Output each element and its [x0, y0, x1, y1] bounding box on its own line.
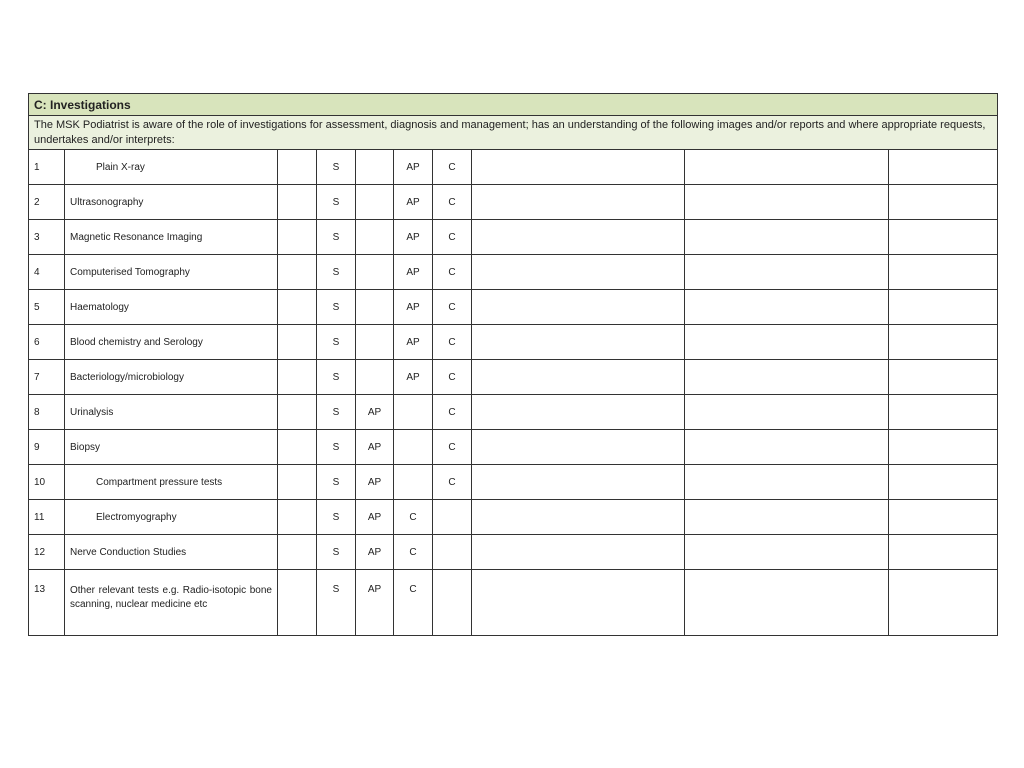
level-cell	[394, 395, 433, 430]
investigations-table	[28, 93, 998, 636]
input-cell[interactable]	[685, 290, 889, 325]
input-cell[interactable]	[685, 395, 889, 430]
row-number: 5	[29, 290, 65, 325]
table-row	[29, 290, 998, 325]
input-cell[interactable]	[889, 255, 998, 290]
level-cell	[433, 570, 472, 636]
level-cell	[433, 535, 472, 570]
level-cell: C	[433, 325, 472, 360]
input-cell[interactable]	[889, 465, 998, 500]
level-cell: C	[394, 535, 433, 570]
investigation-label: Nerve Conduction Studies	[65, 535, 278, 570]
row-number: 10	[29, 465, 65, 500]
input-cell[interactable]	[889, 290, 998, 325]
level-cell: S	[317, 325, 356, 360]
level-cell	[356, 255, 394, 290]
level-cell: S	[317, 360, 356, 395]
table-row	[29, 325, 998, 360]
level-cell: C	[433, 395, 472, 430]
level-cell: AP	[356, 570, 394, 636]
level-cell: S	[317, 465, 356, 500]
input-cell[interactable]	[472, 465, 685, 500]
input-cell[interactable]	[889, 395, 998, 430]
table-row	[29, 360, 998, 395]
level-cell: C	[433, 290, 472, 325]
level-cell	[394, 430, 433, 465]
level-cell: S	[317, 570, 356, 636]
section-description: The MSK Podiatrist is aware of the role of investigations for assessment, diagnosis and management; has an understanding of the following images and/or reports and where appropriate requests, undertakes and/or interprets:	[29, 116, 998, 150]
input-cell[interactable]	[472, 360, 685, 395]
investigation-label: Plain X-ray	[65, 150, 278, 185]
input-cell[interactable]	[889, 430, 998, 465]
input-cell[interactable]	[889, 360, 998, 395]
input-cell[interactable]	[889, 535, 998, 570]
row-number: 7	[29, 360, 65, 395]
level-cell: AP	[356, 430, 394, 465]
investigation-label: Compartment pressure tests	[65, 465, 278, 500]
level-cell: AP	[394, 255, 433, 290]
table-row	[29, 570, 998, 636]
level-cell: C	[433, 185, 472, 220]
input-cell[interactable]	[685, 465, 889, 500]
input-cell[interactable]	[889, 570, 998, 636]
investigation-label: Ultrasonography	[65, 185, 278, 220]
level-cell	[356, 220, 394, 255]
row-number: 1	[29, 150, 65, 185]
level-cell: S	[317, 430, 356, 465]
input-cell[interactable]	[889, 185, 998, 220]
level-cell: S	[317, 150, 356, 185]
level-cell	[394, 465, 433, 500]
level-cell: S	[317, 535, 356, 570]
level-cell: C	[433, 255, 472, 290]
table-row	[29, 465, 998, 500]
input-cell[interactable]	[472, 570, 685, 636]
investigation-label: Blood chemistry and Serology	[65, 325, 278, 360]
table-row	[29, 185, 998, 220]
level-cell: S	[317, 500, 356, 535]
level-cell: C	[394, 500, 433, 535]
table-row	[29, 535, 998, 570]
level-cell	[278, 220, 317, 255]
level-cell	[356, 150, 394, 185]
level-cell: S	[317, 395, 356, 430]
level-cell	[278, 430, 317, 465]
investigation-label: Magnetic Resonance Imaging	[65, 220, 278, 255]
row-number: 3	[29, 220, 65, 255]
row-number: 6	[29, 325, 65, 360]
level-cell: C	[433, 220, 472, 255]
section-title: C: Investigations	[29, 94, 998, 116]
level-cell: C	[433, 465, 472, 500]
table-row	[29, 395, 998, 430]
level-cell	[278, 570, 317, 636]
row-number: 12	[29, 535, 65, 570]
input-cell[interactable]	[472, 430, 685, 465]
row-number: 2	[29, 185, 65, 220]
level-cell: C	[433, 360, 472, 395]
input-cell[interactable]	[685, 150, 889, 185]
level-cell: C	[433, 430, 472, 465]
table-row	[29, 500, 998, 535]
table-row	[29, 150, 998, 185]
table-row	[29, 220, 998, 255]
input-cell[interactable]	[889, 500, 998, 535]
level-cell	[278, 535, 317, 570]
input-cell[interactable]	[685, 325, 889, 360]
level-cell: AP	[394, 185, 433, 220]
level-cell	[278, 150, 317, 185]
input-cell[interactable]	[472, 150, 685, 185]
input-cell[interactable]	[685, 255, 889, 290]
input-cell[interactable]	[472, 500, 685, 535]
input-cell[interactable]	[889, 220, 998, 255]
row-number: 4	[29, 255, 65, 290]
input-cell[interactable]	[685, 535, 889, 570]
level-cell: AP	[356, 500, 394, 535]
level-cell: AP	[394, 220, 433, 255]
level-cell	[278, 185, 317, 220]
row-number: 13	[29, 570, 65, 636]
input-cell[interactable]	[685, 220, 889, 255]
level-cell: C	[433, 150, 472, 185]
input-cell[interactable]	[685, 500, 889, 535]
level-cell	[433, 500, 472, 535]
level-cell: AP	[394, 325, 433, 360]
level-cell: AP	[394, 150, 433, 185]
level-cell	[278, 500, 317, 535]
input-cell[interactable]	[472, 290, 685, 325]
input-cell[interactable]	[889, 325, 998, 360]
investigation-label: Computerised Tomography	[65, 255, 278, 290]
investigation-label: Bacteriology/microbiology	[65, 360, 278, 395]
input-cell[interactable]	[685, 185, 889, 220]
table-row	[29, 255, 998, 290]
level-cell	[356, 360, 394, 395]
input-cell[interactable]	[472, 535, 685, 570]
level-cell: AP	[356, 395, 394, 430]
input-cell[interactable]	[472, 220, 685, 255]
level-cell	[356, 325, 394, 360]
input-cell[interactable]	[889, 150, 998, 185]
investigation-label: Biopsy	[65, 430, 278, 465]
level-cell	[356, 290, 394, 325]
input-cell[interactable]	[685, 360, 889, 395]
input-cell[interactable]	[472, 395, 685, 430]
row-number: 8	[29, 395, 65, 430]
level-cell: AP	[356, 465, 394, 500]
input-cell[interactable]	[685, 430, 889, 465]
level-cell	[278, 255, 317, 290]
investigation-label: Urinalysis	[65, 395, 278, 430]
level-cell: S	[317, 290, 356, 325]
level-cell: AP	[394, 290, 433, 325]
level-cell	[278, 395, 317, 430]
investigation-label: Other relevant tests e.g. Radio-isotopic bone scanning, nuclear medicine etc	[65, 570, 278, 636]
row-number: 11	[29, 500, 65, 535]
level-cell	[278, 465, 317, 500]
level-cell: S	[317, 220, 356, 255]
row-number: 9	[29, 430, 65, 465]
investigation-label: Electromyography	[65, 500, 278, 535]
investigation-label: Haematology	[65, 290, 278, 325]
level-cell: AP	[394, 360, 433, 395]
input-cell[interactable]	[472, 185, 685, 220]
level-cell: AP	[356, 535, 394, 570]
input-cell[interactable]	[472, 325, 685, 360]
level-cell	[278, 360, 317, 395]
level-cell	[278, 290, 317, 325]
level-cell: S	[317, 255, 356, 290]
input-cell[interactable]	[472, 255, 685, 290]
level-cell	[278, 325, 317, 360]
level-cell	[356, 185, 394, 220]
table-row	[29, 430, 998, 465]
level-cell: C	[394, 570, 433, 636]
input-cell[interactable]	[685, 570, 889, 636]
level-cell: S	[317, 185, 356, 220]
